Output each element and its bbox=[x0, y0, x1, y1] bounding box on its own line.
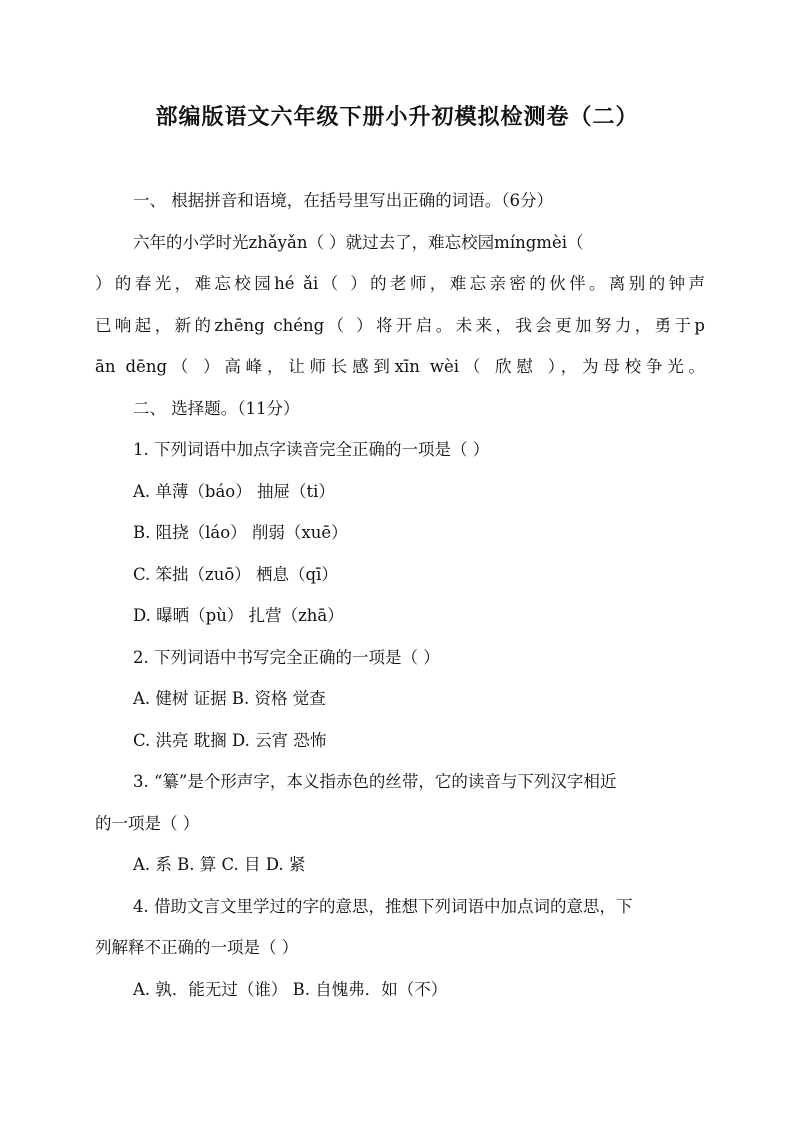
question-1-option-b: B. 阻挠（láo） 削弱（xuē） bbox=[133, 523, 348, 542]
paragraph-line-4: ān dēng（ ）高峰，让师长感到xīn wèi（ 欣慰 ），为母校争光。 bbox=[95, 357, 705, 376]
question-3-stem-line-2: 的一项是（ ） bbox=[95, 814, 200, 833]
question-1-stem: 1. 下列词语中加点字读音完全正确的一项是（ ） bbox=[133, 440, 490, 459]
question-4-stem-line-1: 4. 借助文言文里学过的字的意思，推想下列词语中加点词的意思，下 bbox=[133, 897, 633, 916]
paragraph-line-2: ）的春光，难忘校园hé ǎi（ ）的老师，难忘亲密的伙伴。离别的钟声 bbox=[95, 274, 705, 293]
question-2-options-ab: A. 健树 证据 B. 资格 觉查 bbox=[133, 689, 326, 708]
paragraph-line-1: 六年的小学时光zhǎyǎn（ ）就过去了，难忘校园míngmèi（ bbox=[133, 233, 584, 252]
page-title: 部编版语文六年级下册小升初模拟检测卷（二） bbox=[155, 105, 639, 130]
section-1-heading: 一、 根据拼音和语境，在括号里写出正确的词语。（6分） bbox=[133, 191, 553, 210]
question-1-option-d: D. 曝晒（pù） 扎营（zhā） bbox=[133, 606, 344, 625]
question-4-stem-line-2: 列解释不正确的一项是（ ） bbox=[95, 938, 299, 957]
question-3-options: A. 系 B. 算 C. 目 D. 紧 bbox=[133, 855, 306, 874]
paragraph-line-3: 已响起，新的zhēng chéng（ ）将开启。未来，我会更加努力，勇于p bbox=[95, 316, 705, 335]
question-2-stem: 2. 下列词语中书写完全正确的一项是（ ） bbox=[133, 648, 440, 667]
section-2-heading: 二、 选择题。（11分） bbox=[133, 399, 300, 418]
question-1-option-c: C. 笨拙（zuō） 栖息（qī） bbox=[133, 565, 338, 584]
question-3-stem-line-1: 3. “纂”是个形声字，本义指赤色的丝带，它的读音与下列汉字相近 bbox=[133, 772, 617, 791]
question-4-options-ab: A. 孰．能无过（谁） B. 自愧弗．如（不） bbox=[133, 980, 448, 999]
question-1-option-a: A. 单薄（báo） 抽屉（ti） bbox=[133, 482, 335, 501]
question-2-options-cd: C. 洪亮 耽搁 D. 云宵 恐怖 bbox=[133, 731, 327, 750]
